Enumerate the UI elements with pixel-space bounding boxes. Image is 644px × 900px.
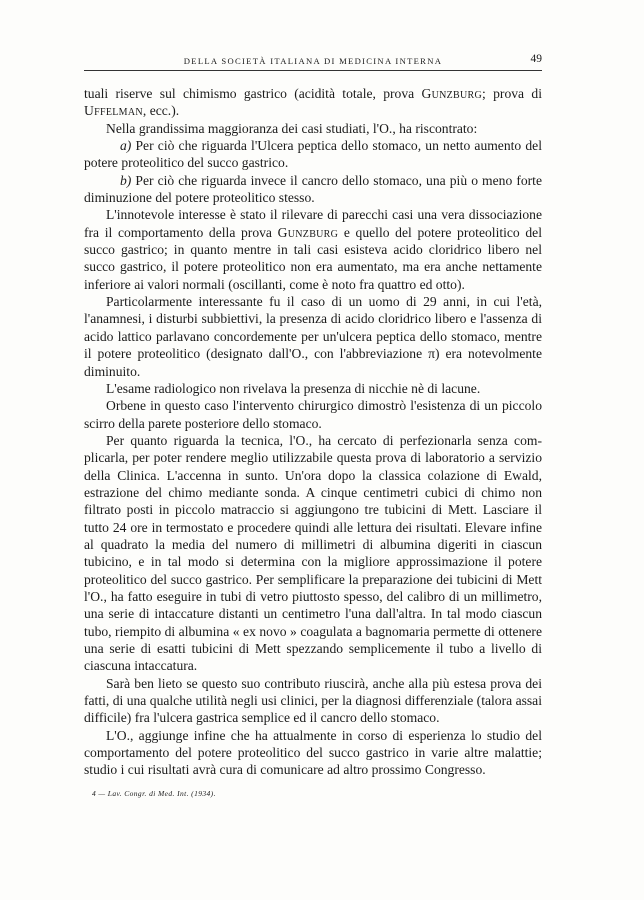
text-run: Sarà ben lieto se questo suo contributo riuscirà, anche alla più estesa prova dei fatti, di una qualche utilità negli usi clinici, per la diagnosi differenziale (talora assai difficile) fra l'ulcera gastrica semplice ed il cancro dello stomaco. <box>84 675 542 726</box>
paragraph <box>84 727 542 779</box>
text-run: ; prova di <box>482 86 542 101</box>
text-run: Orbene in questo caso l'intervento chirurgico dimostrò l'esistenza di un piccolo scirro della parete posteriore dello stomaco. <box>84 398 542 431</box>
paragraph <box>84 85 542 120</box>
text-run: L'O., aggiunge infine che ha attualmente in corso di esperienza lo studio del comportamento del potere proteolitico del succo gastrico in varie altre malattie; studio i cui risultati avrà cura di comunicare ad altro prossimo Congresso. <box>84 727 542 778</box>
text-run: Nella grandissima maggioranza dei casi studiati, l'O., ha riscontrato: <box>106 120 478 136</box>
text-run: Particolarmente interessante fu il caso di un uomo di 29 anni, in cui l'età, l'anamnesi, i disturbi subbiettivi, la presenza di acido cloridrico libero e l'assenza di acido lattico parlavano concordemente per un'ulcera peptica dello stomaco, mentre il potere proteolitico (designato dall'O., con l'abbreviazione π) era notevolmente diminuito. <box>84 294 542 379</box>
text-run: Per quanto riguarda la tecnica, l'O., ha cercato di perfezionarla senza complicarla, per poter rendere meglio utilizzabile questa prova di laboratorio a servizio della Clinica. L'accenna in sunto. Un'ora dopo la classica colazione di Ewald, estrazione del chimo mediante sonda. A cinque centimetri cubici di chimo non filtrato posti in piccolo matraccio si aggiungono tre tubicini di Mett. Lasciare il tutto 24 ore in termostato e procedere quindi alle lettura dei risultati. Elevare infine al quadrato la media del numero di millimetri di albumina digeriti in ciascun tubicino, e in tal modo si determina con la migliore approssimazione il potere proteolitico del succo gastrico. Per semplificare la preparazione dei tubicini di Mett l'O., ha fatto eseguire in tubi di vetro piuttosto spesso, del calibro di un millimetro, una serie di intaccature distanti un centimetro l'una dall'altra. In tal modo ciascun tubo, riempito di albumina « ex novo » coagulata a bagnomaria permette di ottenere una serie di esatti tubicini di Mett spezzando semplicemente il tubo a livello di ciascuna intaccatura. <box>84 432 542 674</box>
paragraph <box>84 397 542 432</box>
text-run: Per ciò che riguarda invece il cancro dello stomaco, una più o meno forte diminuzione del potere proteolitico stesso. <box>84 172 542 206</box>
paragraph <box>84 293 542 380</box>
running-title: DELLA SOCIETÀ ITALIANA DI MEDICINA INTERNA <box>183 56 443 66</box>
paragraph <box>84 137 542 172</box>
text-run: e quello del potere proteolitico del succo gastrico; in quanto mentre in tali casi esisteva acido cloridrico libero nel succo gastrico, il potere proteolitico non era aumentato, ma era anche nettamente inferiore ai valori normali (oscillanti, come è noto fra quattro ed otto). <box>84 224 542 292</box>
page-number: 49 <box>530 53 542 65</box>
text-run: L'innotevole interesse è stato il rilevare di parecchi casi una vera dissociazione fra il comportamento della prova <box>84 207 542 240</box>
text-run: a) <box>120 138 132 154</box>
paragraph <box>84 432 542 675</box>
text-run: Per ciò che riguarda l'Ulcera peptica dello stomaco, un netto aumento del potere proteolitico del succo gastrico. <box>84 138 542 171</box>
text-run: Uffelman <box>84 103 143 119</box>
body-text <box>84 85 542 779</box>
text-run: tuali riserve sul chimismo gastrico (acidità totale, prova <box>84 86 422 101</box>
paragraph <box>84 380 542 397</box>
paragraph <box>84 172 542 207</box>
text-run: Gunzburg <box>277 224 339 240</box>
paragraph <box>84 120 542 137</box>
text-run: b) <box>120 172 132 188</box>
text-run: Gunzburg <box>421 86 483 101</box>
text-run: , ecc.). <box>142 103 180 119</box>
running-header <box>84 52 542 71</box>
paragraph <box>84 675 542 727</box>
paragraph <box>84 206 542 293</box>
text-run: L'esame radiologico non rivelava la presenza di nicchie nè di lacune. <box>106 380 481 396</box>
footnote: 4 — Lav. Congr. di Med. Int. (1934). <box>92 789 216 798</box>
